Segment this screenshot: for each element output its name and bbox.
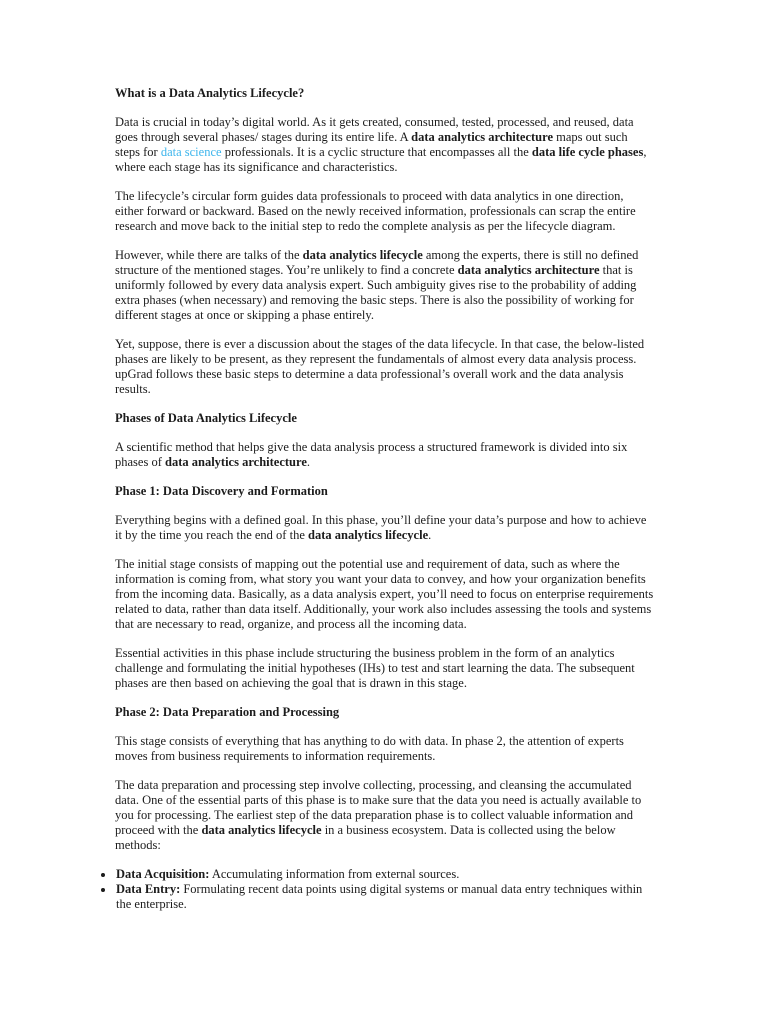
- text-run: Yet, suppose, there is ever a discussion about the stages of the data lifecycle. In that case, the below-listed phases are likely to be present, as they represent the fundamentals of almost every data analysis process. upGrad follows these basic steps to determine a data professional’s overall work and the data analysis results.: [115, 337, 645, 396]
- text-run: The lifecycle’s circular form guides data professionals to proceed with data analytics in one direction, either forward or backward. Based on the newly received information, professionals can scrap the entire research and move back to the initial step to redo the complete analysis as per the lifecycle diagram.: [115, 189, 636, 233]
- bold-text-run: What is a Data Analytics Lifecycle?: [115, 86, 305, 100]
- text-run: among the experts, there is still no defined structure of the mentioned stages. You’re unlikely to find a concrete: [115, 248, 639, 277]
- paragraph-phase1-goal: [115, 513, 655, 543]
- bold-text-run: Phase 2: Data Preparation and Processing: [115, 705, 340, 719]
- text-run: professionals. It is a cyclic structure that encompasses all the: [221, 145, 532, 159]
- text-run: The data preparation and processing step involve collecting, processing, and cleansing the accumulated data. One of the essential parts of this phase is to make sure that the data you need is actually available to you for processing. The earliest step of the data preparation phase is to collect valuable information and proceed with the: [115, 778, 642, 837]
- paragraph-below-listed-phases: [115, 337, 655, 397]
- paragraph-no-defined-structure: [115, 248, 655, 323]
- text-run: , where each stage has its significance and characteristics.: [115, 145, 647, 174]
- bold-text-run: data life cycle phases: [531, 145, 644, 159]
- bold-text-run: data analytics architecture: [457, 263, 600, 277]
- text-run: maps out such steps for: [115, 130, 628, 159]
- paragraph-scientific-method: [115, 440, 655, 470]
- list-item-data-entry: [115, 882, 655, 912]
- text-run: .: [428, 528, 432, 542]
- bold-text-run: Data Acquisition:: [116, 867, 210, 881]
- paragraph-circular-form: [115, 189, 655, 234]
- paragraph-phase2-intro: [115, 734, 655, 764]
- data-science-link[interactable]: data science: [160, 145, 222, 159]
- bold-text-run: Data Entry:: [116, 882, 181, 896]
- text-run: Everything begins with a defined goal. In this phase, you’ll define your data’s purpose and how to achieve it by the time you reach the end of the: [115, 513, 647, 542]
- bold-text-run: data analytics architecture: [411, 130, 554, 144]
- text-run: Data is crucial in today’s digital world. As it gets created, consumed, tested, processed, and reused, data goes through several phases/ stages during its entire life. A: [115, 115, 634, 144]
- text-run: Accumulating information from external sources.: [209, 867, 460, 881]
- section-heading-phases: [115, 411, 655, 426]
- paragraph-phase1-essential-activities: [115, 646, 655, 691]
- text-run: .: [306, 455, 311, 469]
- paragraph-phase1-initial-stage: [115, 557, 655, 632]
- text-run: A scientific method that helps give the data analysis process a structured framework is divided into six phases of: [115, 440, 628, 469]
- paragraph-intro: [115, 115, 655, 175]
- document-content: [115, 86, 655, 912]
- text-run: The initial stage consists of mapping out the potential use and requirement of data, such as where the information is coming from, what story you want your data to convey, and how your organization benefits from the incoming data. Basically, as a data analysis expert, you’ll need to focus on enterprise requirements related to data, rather than data itself. Additionally, your work also includes assessing the tools and systems that are necessary to read, organize, and process all the incoming data.: [115, 557, 654, 631]
- data-collection-methods-list: [94, 867, 655, 912]
- text-run: Essential activities in this phase include structuring the business problem in the form of an analytics challenge and formulating the initial hypotheses (IHs) to test and start learning the data. The subsequent phases are then based on achieving the goal that is drawn in this stage.: [115, 646, 635, 690]
- bold-text-run: data analytics architecture: [165, 455, 307, 469]
- bold-text-run: Phases of Data Analytics Lifecycle: [115, 411, 297, 425]
- text-run: that is uniformly followed by every data analysis expert. Such ambiguity gives rise to the probability of adding extra phases (when necessary) and removing the basic steps. There is also the possibility of working for different stages at once or skipping a phase entirely.: [115, 263, 637, 322]
- heading-phase-2: [115, 705, 655, 720]
- text-run: Formulating recent data points using digital systems or manual data entry techniques within the enterprise.: [116, 882, 643, 911]
- bold-text-run: data analytics lifecycle: [308, 528, 429, 542]
- bold-text-run: Phase 1: Data Discovery and Formation: [115, 484, 328, 498]
- text-run: in a business ecosystem. Data is collected using the below methods:: [115, 823, 616, 852]
- document-title: [115, 86, 655, 101]
- text-run: However, while there are talks of the: [115, 248, 303, 262]
- bold-text-run: data analytics lifecycle: [302, 248, 423, 262]
- bold-text-run: data analytics lifecycle: [201, 823, 322, 837]
- paragraph-phase2-preparation: [115, 778, 655, 853]
- heading-phase-1: [115, 484, 655, 499]
- list-item-data-acquisition: [115, 867, 655, 882]
- text-run: This stage consists of everything that has anything to do with data. In phase 2, the attention of experts moves from business requirements to information requirements.: [115, 734, 624, 763]
